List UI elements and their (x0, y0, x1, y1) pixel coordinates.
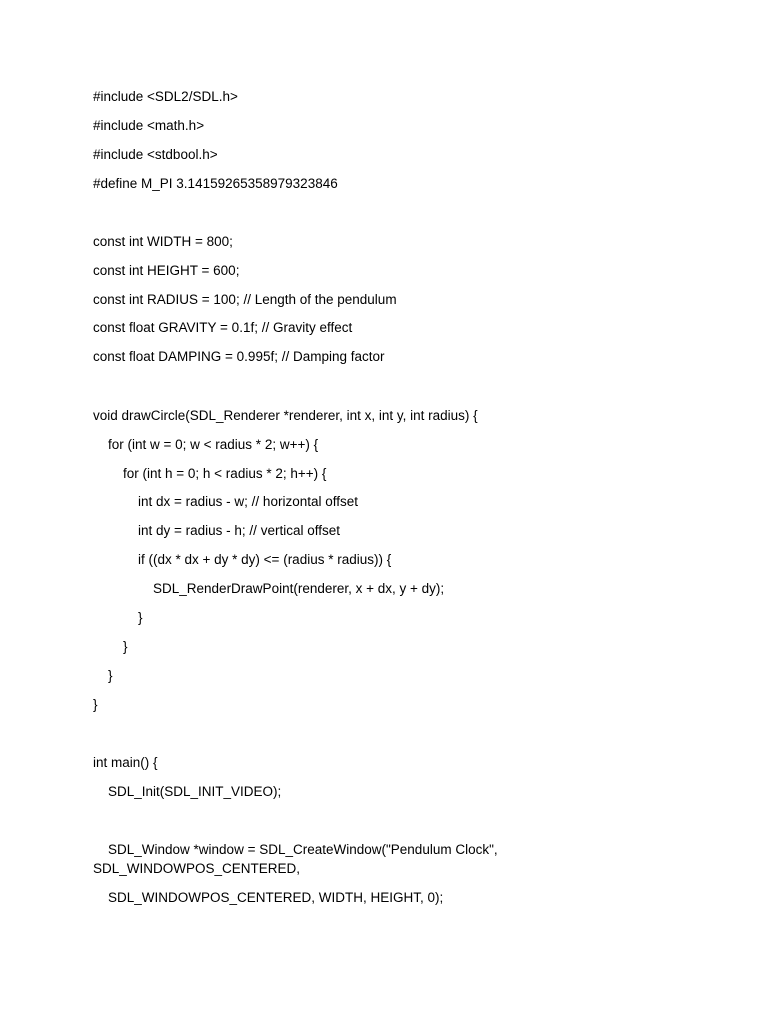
code-line: const int WIDTH = 800; (93, 234, 233, 249)
code-line: const int RADIUS = 100; // Length of the pendulum (93, 292, 397, 307)
code-line: SDL_Window *window = SDL_CreateWindow("Pendulum Clock", (93, 842, 498, 857)
code-line: SDL_RenderDrawPoint(renderer, x + dx, y + dy); (93, 581, 445, 596)
code-line: #include <math.h> (93, 118, 205, 133)
code-line: #define M_PI 3.14159265358979323846 (93, 176, 338, 191)
code-line: if ((dx * dx + dy * dy) <= (radius * radius)) { (93, 552, 392, 567)
code-line: SDL_WINDOWPOS_CENTERED, (93, 861, 301, 876)
code-line: } (93, 697, 98, 712)
code-line: SDL_Init(SDL_INIT_VIDEO); (93, 784, 282, 799)
code-line: void drawCircle(SDL_Renderer *renderer, int x, int y, int radius) { (93, 408, 478, 423)
code-line: #include <SDL2/SDL.h> (93, 89, 238, 104)
code-line: const int HEIGHT = 600; (93, 263, 240, 278)
code-line: } (93, 610, 143, 625)
code-line: } (93, 639, 128, 654)
code-line: #include <stdbool.h> (93, 147, 218, 162)
code-line: const float DAMPING = 0.995f; // Damping factor (93, 349, 385, 364)
code-line: int main() { (93, 755, 158, 770)
code-line: int dy = radius - h; // vertical offset (93, 523, 340, 538)
code-line: } (93, 668, 113, 683)
code-line: for (int h = 0; h < radius * 2; h++) { (93, 466, 327, 481)
code-line: int dx = radius - w; // horizontal offset (93, 494, 358, 509)
code-line: SDL_WINDOWPOS_CENTERED, WIDTH, HEIGHT, 0); (93, 890, 444, 905)
code-line: const float GRAVITY = 0.1f; // Gravity effect (93, 320, 353, 335)
code-line: for (int w = 0; w < radius * 2; w++) { (93, 437, 319, 452)
